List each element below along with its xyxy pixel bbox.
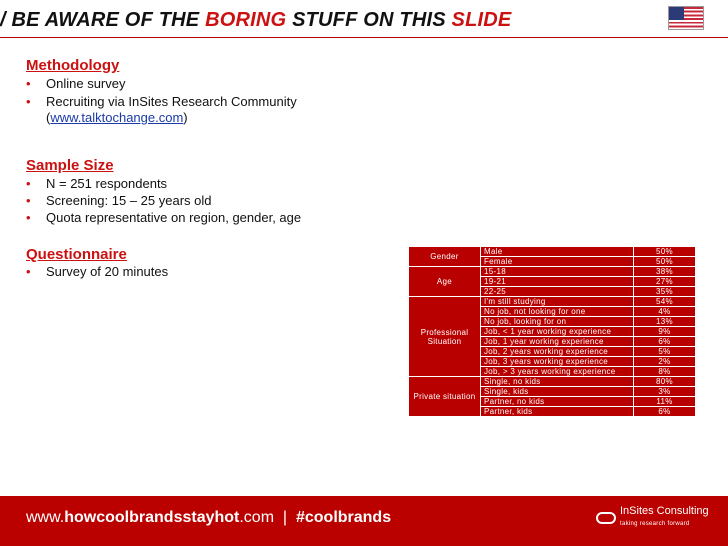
row-value: 54% (634, 297, 696, 307)
row-label: 15-18 (481, 267, 634, 277)
title-highlight-slide: SLIDE (451, 9, 512, 31)
bullet-icon: • (26, 94, 31, 109)
row-value: 35% (634, 287, 696, 297)
sample-size-heading: Sample Size (26, 157, 114, 174)
row-label: Female (481, 257, 634, 267)
bullet-text: Survey of 20 minutes (46, 264, 169, 279)
row-value: 80% (634, 377, 696, 387)
row-label: Partner, kids (481, 407, 634, 417)
row-label: Job, < 1 year working experience (481, 327, 634, 337)
bullet-text: Quota representative on region, gender, age (46, 210, 302, 225)
methodology-heading: Methodology (26, 57, 120, 74)
row-label: 22-25 (481, 287, 634, 297)
row-value: 27% (634, 277, 696, 287)
logo-tagline: taking research forward (620, 521, 690, 527)
talktochange-link[interactable]: www.talktochange.com (50, 110, 184, 125)
row-value: 13% (634, 317, 696, 327)
row-label: 19-21 (481, 277, 634, 287)
row-value: 50% (634, 247, 696, 257)
bullet-text: Recruiting via InSites Research Community (46, 94, 297, 109)
footer-hashtag: #coolbrands (295, 509, 392, 526)
table-row (409, 267, 696, 277)
logo-name: InSites Consulting (620, 505, 709, 517)
table-row (409, 377, 696, 387)
row-value: 9% (634, 327, 696, 337)
sample-bullet (26, 210, 301, 225)
row-label: Male (481, 247, 634, 257)
row-value: 3% (634, 387, 696, 397)
table-row (409, 247, 696, 257)
insites-logo-icon (596, 512, 616, 524)
row-value: 5% (634, 347, 696, 357)
url-suffix: .com (239, 509, 275, 526)
bullet-text: Screening: 15 – 25 years old (46, 193, 212, 208)
flag-canton (669, 7, 684, 20)
bullet-icon: • (26, 176, 31, 191)
row-label: No job, not looking for one (481, 307, 634, 317)
row-value: 2% (634, 357, 696, 367)
row-value: 6% (634, 407, 696, 417)
questionnaire-bullet (26, 264, 168, 279)
row-label: Single, kids (481, 387, 634, 397)
bullet-icon: • (26, 76, 31, 91)
row-label: Job, 3 years working experience (481, 357, 634, 367)
paren-close: ) (183, 110, 188, 125)
footer-url[interactable] (26, 509, 391, 527)
row-value: 11% (634, 397, 696, 407)
bullet-icon: • (26, 264, 31, 279)
methodology-link-line (46, 110, 188, 125)
row-label: Single, no kids (481, 377, 634, 387)
bullet-icon: • (26, 210, 31, 225)
group-label-private: Private situation (409, 377, 481, 417)
methodology-bullet (26, 76, 125, 91)
insites-logo (596, 506, 709, 530)
row-value: 8% (634, 367, 696, 377)
footer-bar (0, 496, 728, 546)
row-label: Partner, no kids (481, 397, 634, 407)
group-label-gender: Gender (409, 247, 481, 267)
group-label-professional: Professional Situation (409, 297, 481, 377)
slide-title (0, 0, 658, 38)
row-value: 38% (634, 267, 696, 277)
sample-bullet (26, 176, 167, 191)
us-flag-icon (668, 6, 704, 30)
row-label: I'm still studying (481, 297, 634, 307)
bullet-icon: • (26, 193, 31, 208)
row-value: 4% (634, 307, 696, 317)
footer-separator: | (282, 509, 288, 526)
paren-open: ( (46, 110, 51, 125)
methodology-bullet (26, 94, 297, 109)
questionnaire-heading: Questionnaire (26, 246, 127, 263)
bullet-text: N = 251 respondents (46, 176, 168, 191)
url-domain: howcoolbrandsstayhot (64, 509, 240, 526)
sample-composition-table (408, 246, 696, 417)
sample-bullet (26, 193, 212, 208)
title-divider (0, 37, 728, 38)
title-prefix: / BE AWARE OF THE (0, 9, 206, 31)
row-value: 50% (634, 257, 696, 267)
row-label: No job, looking for on (481, 317, 634, 327)
title-middle: STUFF ON THIS (286, 9, 452, 31)
bullet-text: Online survey (46, 76, 126, 91)
row-label: Job, 2 years working experience (481, 347, 634, 357)
url-prefix: www. (26, 509, 65, 526)
title-highlight-boring: BORING (205, 9, 287, 31)
group-label-age: Age (409, 267, 481, 297)
row-value: 6% (634, 337, 696, 347)
table-row (409, 297, 696, 307)
row-label: Job, 1 year working experience (481, 337, 634, 347)
row-label: Job, > 3 years working experience (481, 367, 634, 377)
